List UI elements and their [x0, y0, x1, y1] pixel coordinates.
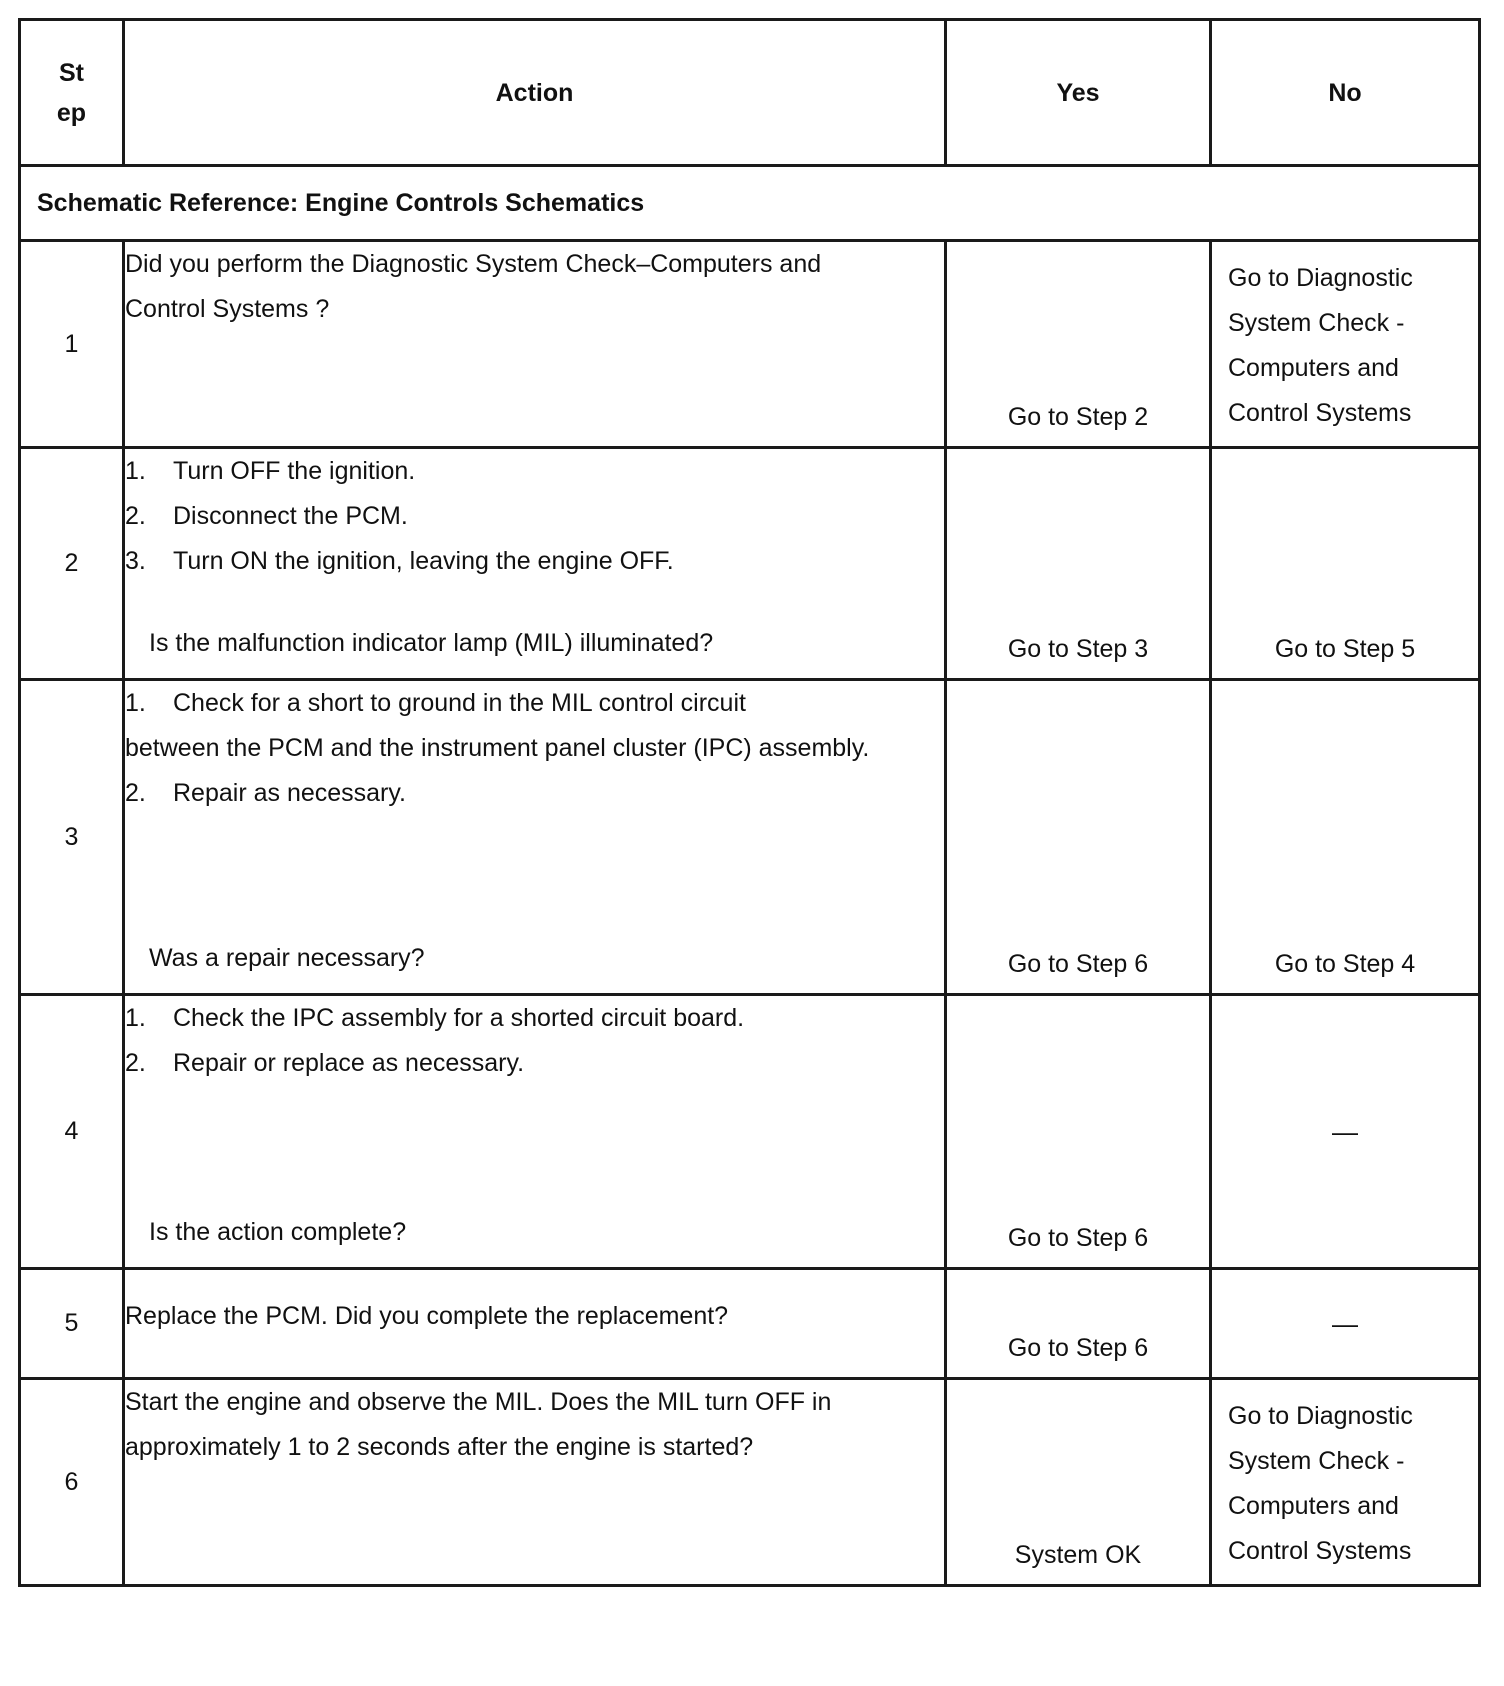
yes-cell — [946, 995, 1211, 1269]
table-row-step-4 — [20, 995, 1480, 1269]
header-no: No — [1211, 20, 1480, 166]
no-cell — [1211, 680, 1480, 995]
step-number: 1 — [20, 241, 124, 448]
header-row — [20, 20, 1480, 166]
step-number: 3 — [20, 680, 124, 995]
no-cell — [1211, 1379, 1480, 1586]
action-text: Replace the PCM. Did you complete the replacement? — [125, 1302, 729, 1330]
list-item: 1. Check the IPC assembly for a shorted circuit board. — [125, 1004, 745, 1032]
yes-cell — [946, 1269, 1211, 1379]
table-row-step-2 — [20, 448, 1480, 680]
schematic-reference-row — [20, 166, 1480, 241]
table-row-step-1 — [20, 241, 1480, 448]
step-number: 5 — [20, 1269, 124, 1379]
action-steps — [125, 681, 944, 816]
list-item: 1. Turn OFF the ignition. — [125, 457, 416, 485]
yes-result: Go to Step 6 — [1007, 1224, 1149, 1252]
yes-cell — [946, 448, 1211, 680]
action-cell — [124, 241, 946, 448]
no-cell — [1211, 241, 1480, 448]
list-item: 2. Repair or replace as necessary. — [125, 1049, 525, 1077]
action-cell — [124, 995, 946, 1269]
no-cell — [1211, 448, 1480, 680]
no-result: Go to Step 4 — [1274, 950, 1416, 978]
yes-result: Go to Step 2 — [1007, 403, 1149, 431]
action-question: Is the action complete? — [149, 1218, 407, 1246]
diagnostic-table — [18, 18, 1481, 1587]
yes-result: Go to Step 6 — [1007, 950, 1149, 978]
action-text: Start the engine and observe the MIL. Does the MIL turn OFF in approximately 1 to 2 seconds after the engine is started? — [125, 1388, 832, 1461]
action-steps — [125, 449, 944, 584]
yes-cell — [946, 1379, 1211, 1586]
no-result: Go to Step 5 — [1274, 635, 1416, 663]
header-yes: Yes — [946, 20, 1211, 166]
no-result: Go to Diagnostic System Check - Computers and Control Systems — [1228, 1402, 1413, 1565]
yes-result: System OK — [1014, 1541, 1142, 1569]
header-step: St ep — [20, 20, 124, 166]
action-cell — [124, 680, 946, 995]
no-cell — [1211, 1269, 1480, 1379]
list-item: 2. Disconnect the PCM. — [125, 502, 408, 530]
action-question: Was a repair necessary? — [149, 944, 425, 972]
table-row-step-3 — [20, 680, 1480, 995]
yes-cell — [946, 241, 1211, 448]
action-question: Is the malfunction indicator lamp (MIL) illuminated? — [149, 629, 714, 657]
yes-result: Go to Step 3 — [1007, 635, 1149, 663]
list-item: 3. Turn ON the ignition, leaving the engine OFF. — [125, 547, 674, 575]
no-result: — — [1332, 1116, 1358, 1146]
step-number: 2 — [20, 448, 124, 680]
action-cell — [124, 448, 946, 680]
schematic-reference: Schematic Reference: Engine Controls Schematics — [20, 166, 1480, 241]
yes-result: Go to Step 6 — [1007, 1334, 1149, 1362]
no-cell — [1211, 995, 1480, 1269]
list-item: 2. Repair as necessary. — [125, 779, 406, 807]
action-steps — [125, 996, 944, 1086]
no-result: Go to Diagnostic System Check - Computers and Control Systems — [1228, 264, 1413, 427]
step-number: 6 — [20, 1379, 124, 1586]
table-row-step-5 — [20, 1269, 1480, 1379]
list-item: 1. Check for a short to ground in the MIL control circuit between the PCM and the instrument panel cluster (IPC) assembly. — [125, 689, 870, 762]
action-cell — [124, 1379, 946, 1586]
no-result: — — [1332, 1308, 1358, 1338]
action-cell — [124, 1269, 946, 1379]
table-row-step-6 — [20, 1379, 1480, 1586]
yes-cell — [946, 680, 1211, 995]
action-text: Did you perform the Diagnostic System Check–Computers and Control Systems ? — [125, 250, 822, 323]
step-number: 4 — [20, 995, 124, 1269]
header-action: Action — [124, 20, 946, 166]
